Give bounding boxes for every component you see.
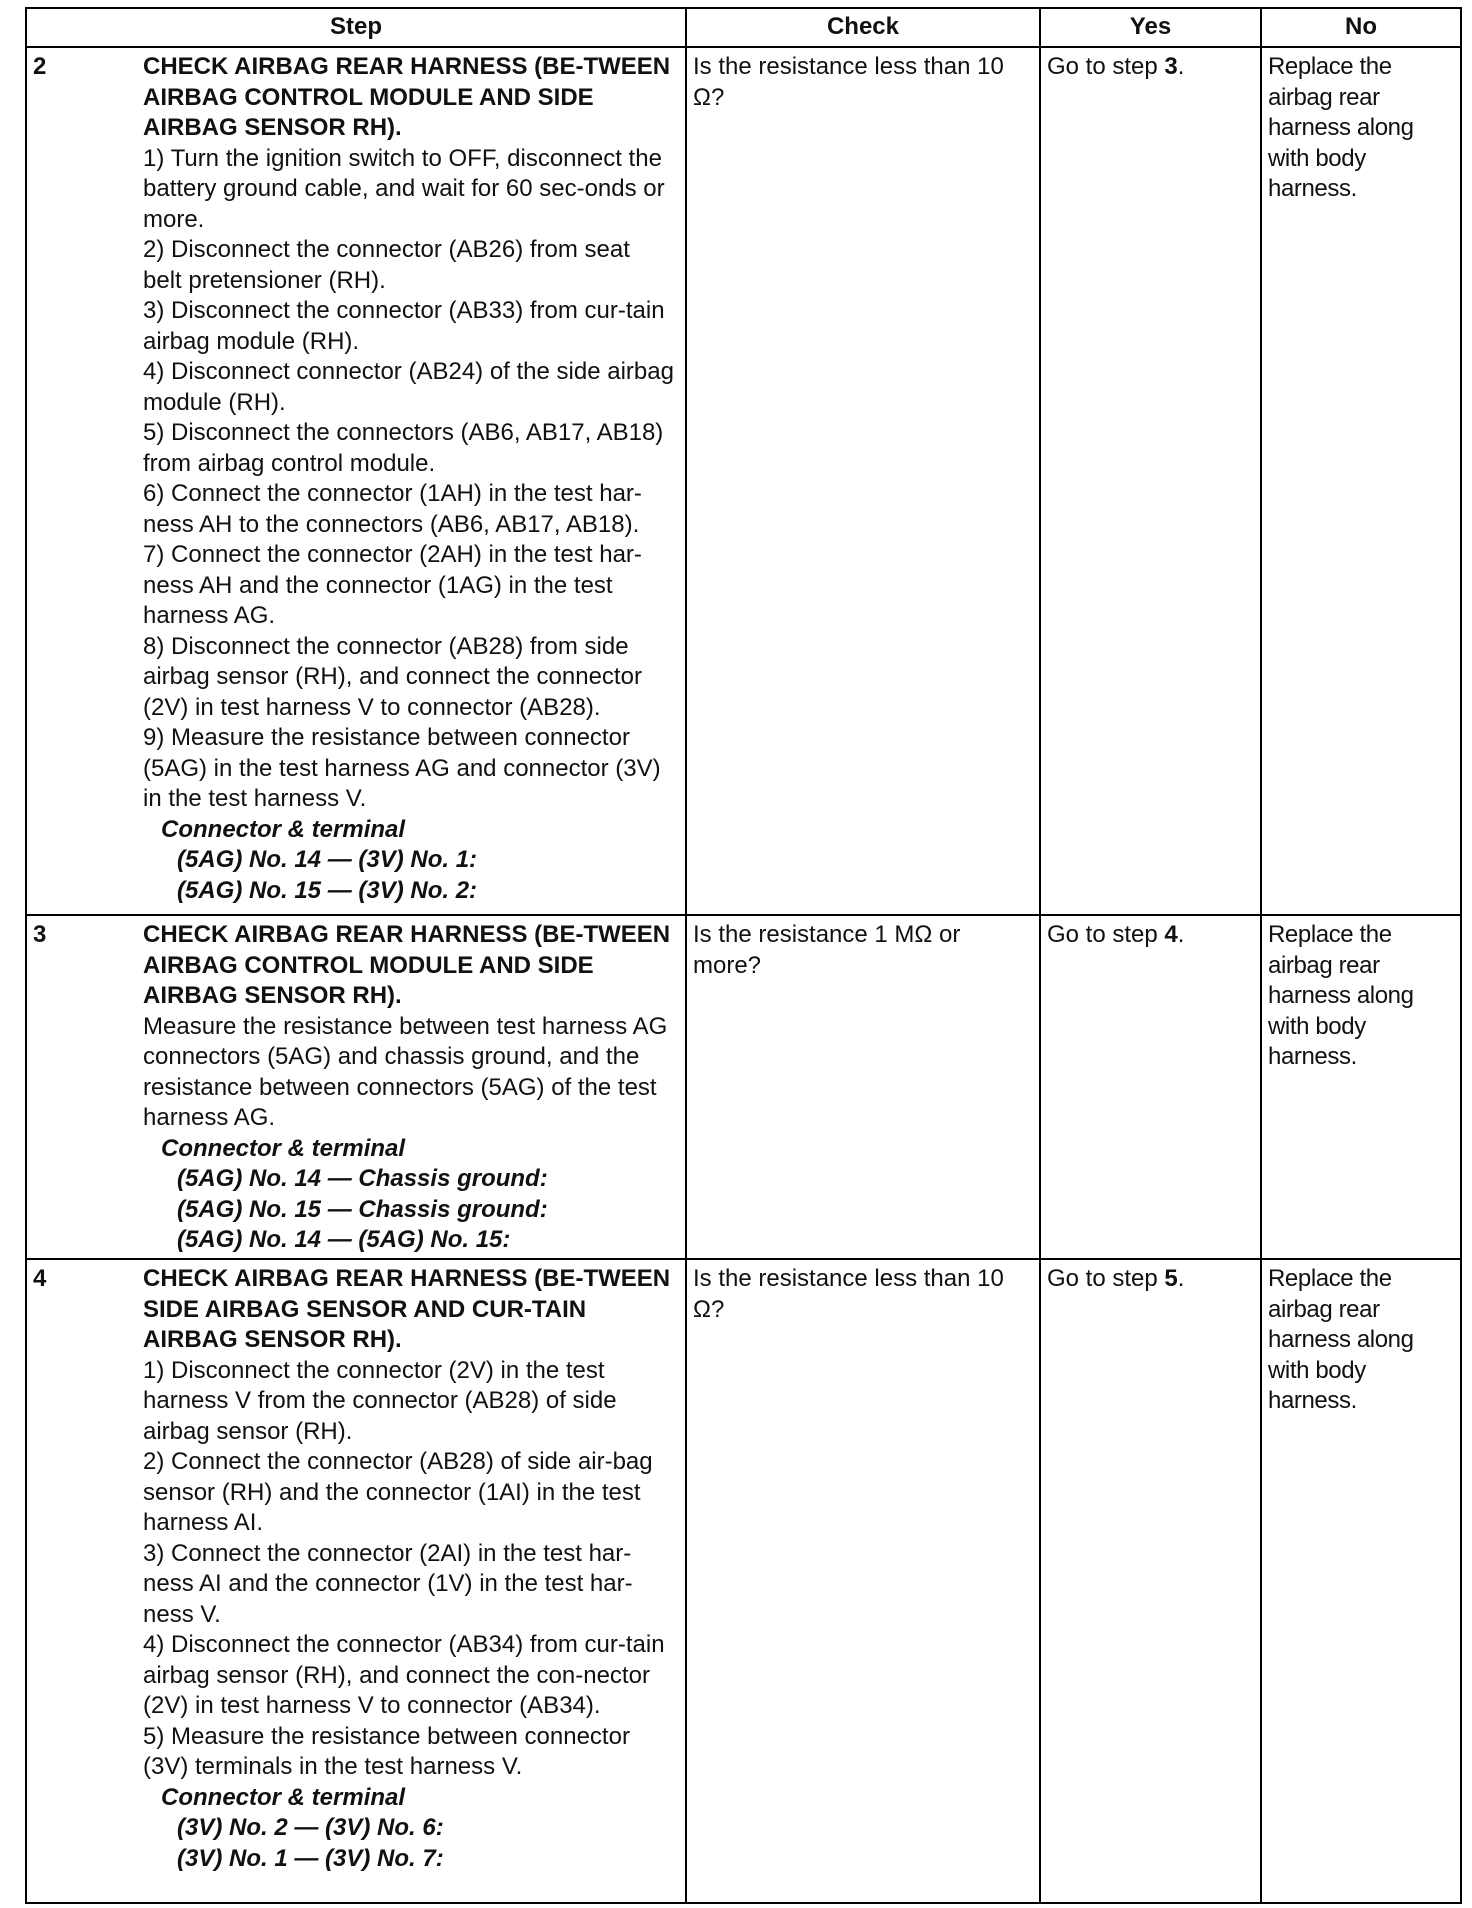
spec-heading: Connector & terminal [161,1783,406,1811]
step-title: CHECK AIRBAG REAR HARNESS (BE-TWEEN AIRBAG CONTROL MODULE AND SIDE AIRBAG SENSOR RH). [143,53,671,141]
spec-line: (5AG) No. 15 — (3V) No. 2: [177,876,478,904]
step-number: 3 [33,921,47,948]
spec-line: (5AG) No. 14 — (5AG) No. 15: [177,1226,511,1253]
step-body [143,920,679,1256]
yes-cell [1040,47,1261,915]
step-body [143,1264,679,1874]
step-title: CHECK AIRBAG REAR HARNESS (BE-TWEEN AIRBAG CONTROL MODULE AND SIDE AIRBAG SENSOR RH). [143,921,671,1009]
step-instruction: 4) Disconnect the connector (AB34) from cur-tain airbag sensor (RH), and connect the con-nector (2V) in test harness V to connector (AB34). [143,1631,665,1719]
spec-line: (5AG) No. 14 — (3V) No. 1: [177,846,478,873]
step-instruction: 7) Connect the connector (2AH) in the test har-ness AH and the connector (1AG) in the test harness AG. [143,541,642,629]
step-instruction: 2) Connect the connector (AB28) of side air-bag sensor (RH) and the connector (1AI) in the test harness AI. [143,1448,653,1536]
header-check: Check [686,8,1040,47]
step-number: 2 [33,53,47,80]
step-body [143,52,679,906]
yes-cell [1040,1259,1261,1903]
spec-heading: Connector & terminal [161,815,406,843]
yes-prefix: Go to step [1047,53,1165,80]
no-cell: Replace the airbag rear harness along with body harness. [1261,47,1461,915]
diagnostic-procedure-table [25,7,1462,1904]
yes-step-link[interactable]: 3 [1164,53,1178,80]
yes-cell [1040,915,1261,1259]
step-instruction: 1) Disconnect the connector (2V) in the test harness V from the connector (AB28) of side airbag sensor (RH). [143,1356,617,1445]
step-instruction: 3) Disconnect the connector (AB33) from cur-tain airbag module (RH). [143,297,665,355]
no-cell: Replace the airbag rear harness along with body harness. [1261,915,1461,1259]
yes-suffix: . [1177,921,1185,948]
yes-suffix: . [1177,53,1185,80]
table-row-step-2 [26,47,1461,915]
header-yes: Yes [1040,8,1261,47]
step-instruction: 6) Connect the connector (1AH) in the test har-ness AH to the connectors (AB6, AB17, AB18). [143,480,642,538]
check-cell: Is the resistance 1 MΩ or more? [686,915,1040,1259]
no-cell: Replace the airbag rear harness along with body harness. [1261,1259,1461,1903]
yes-prefix: Go to step [1047,921,1165,948]
step-number: 4 [33,1265,47,1292]
step-instruction: 9) Measure the resistance between connector (5AG) in the test harness AG and connector (3V) in the test harness V. [143,724,661,812]
step-instruction: Measure the resistance between test harness AG connectors (5AG) and chassis ground, and the resistance between connectors (5AG) of the test harness AG. [143,1012,668,1131]
step-instruction: 8) Disconnect the connector (AB28) from side airbag sensor (RH), and connect the connector (2V) in test harness V to connector (AB28). [143,632,642,721]
header-no: No [1261,8,1461,47]
yes-suffix: . [1177,1265,1185,1292]
step-cell [26,1259,686,1903]
table-header-row [26,8,1461,47]
step-title: CHECK AIRBAG REAR HARNESS (BE-TWEEN SIDE AIRBAG SENSOR AND CUR-TAIN AIRBAG SENSOR RH). [143,1265,671,1353]
step-instruction: 1) Turn the ignition switch to OFF, disconnect the battery ground cable, and wait for 60 sec-onds or more. [143,144,665,233]
step-instruction: 5) Disconnect the connectors (AB6, AB17, AB18) from airbag control module. [143,419,664,477]
check-cell: Is the resistance less than 10 Ω? [686,47,1040,915]
spec-line: (5AG) No. 14 — Chassis ground: [177,1165,548,1192]
header-step: Step [26,8,686,47]
spec-line: (3V) No. 2 — (3V) No. 6: [177,1814,444,1841]
yes-step-link[interactable]: 4 [1164,921,1178,948]
spec-line: (3V) No. 1 — (3V) No. 7: [177,1844,444,1872]
table-row-step-4 [26,1259,1461,1903]
table-row-step-3 [26,915,1461,1259]
step-instruction: 3) Connect the connector (2AI) in the test har-ness AI and the connector (1V) in the test har-ness V. [143,1539,633,1628]
step-cell [26,47,686,915]
spec-line: (5AG) No. 15 — Chassis ground: [177,1195,548,1223]
step-cell [26,915,686,1259]
step-instruction: 5) Measure the resistance between connector (3V) terminals in the test harness V. [143,1722,630,1780]
yes-step-link[interactable]: 5 [1164,1265,1178,1292]
step-instruction: 4) Disconnect connector (AB24) of the side airbag module (RH). [143,358,674,416]
spec-heading: Connector & terminal [161,1134,406,1162]
yes-prefix: Go to step [1047,1265,1165,1292]
step-instruction: 2) Disconnect the connector (AB26) from seat belt pretensioner (RH). [143,236,630,294]
check-cell: Is the resistance less than 10 Ω? [686,1259,1040,1903]
